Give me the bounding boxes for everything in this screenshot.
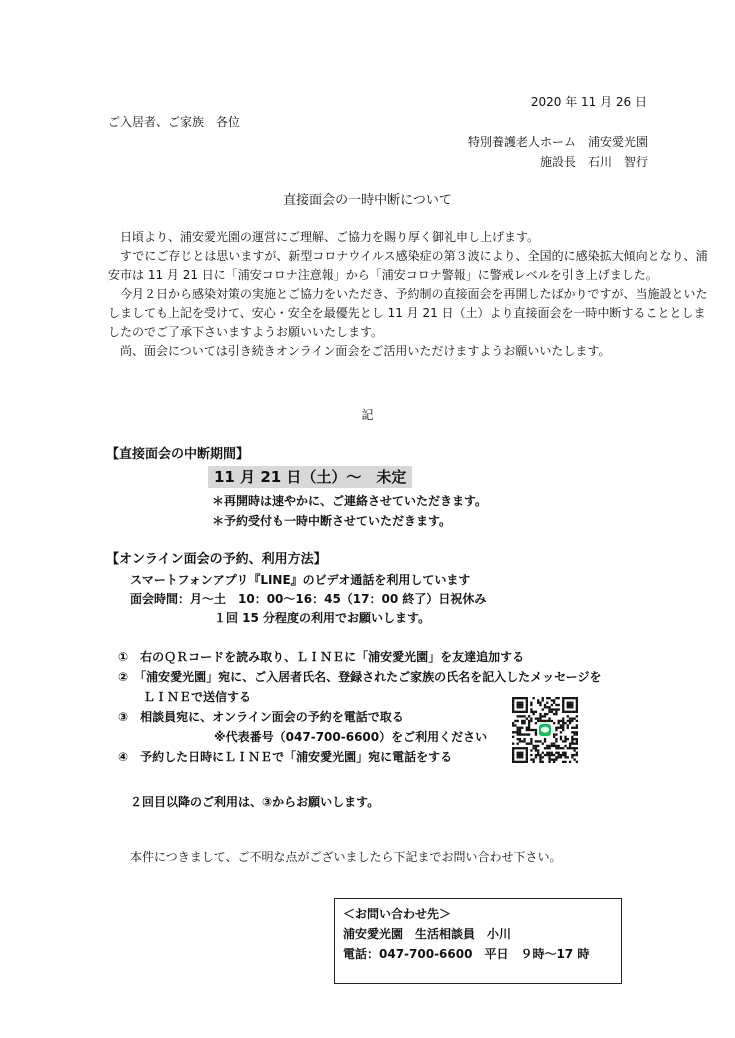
online-duration: １回 15 分程度の利用でお願いします。 — [214, 611, 431, 625]
suspension-period: 11 月 21 日（土）～ 未定 — [208, 466, 412, 488]
contact-phone: 電話：047-700-6600 平日 ９時～17 時 — [343, 947, 590, 961]
addressee: ご入居者、ご家族 各位 — [108, 115, 241, 129]
step-2: ② 「浦安愛光園」宛に、ご入居者氏名、登録されたご家族の氏名を記入したメッセージを — [118, 670, 602, 684]
body-paragraph-1: 日頃より、浦安愛光園の運営にご理解、ご協力を賜り厚く御礼申し上げます。 — [120, 230, 540, 244]
online-heading: 【オンライン面会の予約、利用方法】 — [106, 552, 327, 567]
director-name: 施設長 石川 智行 — [539, 155, 648, 169]
body-paragraph-2: すでにご存じとは思いますが、新型コロナウイルス感染症の第３波により、全国的に感染拡大傾向となり、浦安市は 11 月 21 日に「浦安コロナ注意報」から「浦安コロナ警報」に警戒レベルを引き上げました。 — [108, 249, 708, 282]
qr-code-icon — [512, 697, 578, 763]
contact-box — [334, 898, 622, 984]
step-3-note: ※代表番号（047-700-6600）をご利用ください — [214, 730, 488, 744]
contact-title: ＜お問い合わせ先＞ — [343, 907, 452, 921]
line-bubble-icon — [541, 727, 549, 733]
online-hours: 面会時間：月～土 10：00～16：45（17：00 終了）日祝休み — [130, 592, 487, 606]
suspension-note-1: ＊再開時は速やかに、ご連絡させていただきます。 — [212, 494, 488, 508]
document-date: 2020 年 11 月 26 日 — [530, 95, 647, 109]
line-qr-code[interactable] — [512, 697, 578, 763]
contact-person: 浦安愛光園 生活相談員 小川 — [343, 927, 512, 941]
document-title: 直接面会の一時中断について — [283, 193, 452, 208]
suspension-heading: 【直接面会の中断期間】 — [106, 447, 250, 462]
body-paragraph-3: 今月２日から感染対策の実施とご協力をいただき、予約制の直接面会を再開したばかりですが、当施設といたしましても上記を受けて、安心・安全を最優先とし 11 月 21 日（土）より直接面会を一時中断することとしましたのでご了承下さいますようお願いいたします。 — [108, 287, 708, 339]
body-text — [108, 228, 712, 361]
step-2-continued: ＬＩＮＥで送信する — [143, 690, 252, 704]
closing-sentence: 本件につきまして、ご不明な点がございましたら下記までお問い合わせ下さい。 — [130, 850, 562, 864]
ki-marker: 記 — [361, 408, 374, 422]
organization-name: 特別養護老人ホーム 浦安愛光園 — [467, 135, 648, 149]
step-3: ③ 相談員宛に、オンライン面会の予約を電話で取る — [118, 710, 404, 724]
online-line-1: スマートフォンアプリ『LINE』のビデオ通話を利用しています — [130, 573, 471, 587]
body-paragraph-4: 尚、面会については引き続きオンライン面会をご活用いただけますようお願いいたします。 — [120, 344, 611, 358]
step-1: ① 右のＱＲコードを読み取り、ＬＩＮＥに「浦安愛光園」を友達追加する — [118, 650, 525, 664]
suspension-note-2: ＊予約受付も一時中断させていただきます。 — [212, 514, 452, 528]
step-4: ④ 予約した日時にＬＩＮＥで「浦安愛光園」宛に電話をする — [118, 750, 453, 764]
repeat-usage-note: ２回目以降のご利用は、③からお願いします。 — [130, 795, 380, 809]
